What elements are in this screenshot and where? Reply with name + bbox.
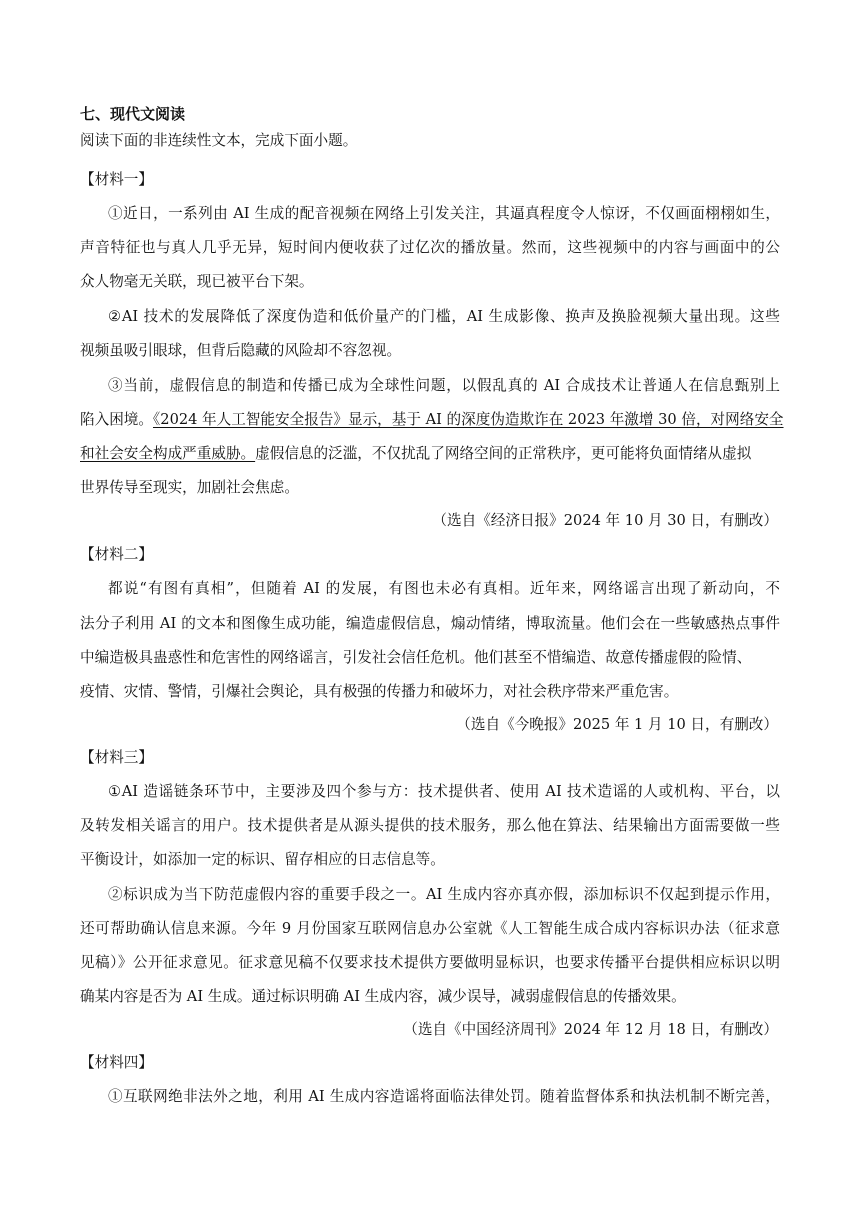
material-3-p2-line: 见稿）》公开征求意见。征求意见稿不仅要求技术提供方要做明显标识，也要求传播平台提供相应标识以明: [80, 954, 780, 971]
material-2-p1-line: 法分子利用 AI 的文本和图像生成功能，编造虚假信息，煽动情绪，博取流量。他们会在一些敏感热点事件: [80, 615, 780, 632]
material-2-source: （选自《今晚报》2025 年 1 月 10 日，有删改）: [456, 716, 778, 733]
material-3-p1-line: 及转发相关谣言的用户。技术提供者是从源头提供的技术服务，那么他在算法、结果输出方面需要做一些: [80, 817, 780, 834]
material-2-label: 【材料二】: [80, 546, 153, 563]
material-1-p3-text: 虚假信息的泛滥，不仅扰乱了网络空间的正常秩序，更可能将负面情绪从虚拟: [255, 445, 752, 462]
material-3-p1-line: 平衡设计，如添加一定的标识、留存相应的日志信息等。: [80, 851, 445, 868]
material-1-p1-line: ①近日，一系列由 AI 生成的配音视频在网络上引发关注，其逼真程度令人惊讶，不仅画面栩栩如生，: [108, 205, 780, 222]
material-1-p3-line: [80, 444, 780, 464]
material-2-p1-line: 疫情、灾情、警情，引爆社会舆论，具有极强的传播力和破坏力，对社会秩序带来严重危害。: [80, 683, 679, 700]
material-1-p3-line: ③当前，虚假信息的制造和传播已成为全球性问题，以假乱真的 AI 合成技术让普通人在信息甄别上: [108, 377, 780, 394]
material-4-p1-line: ①互联网绝非法外之地，利用 AI 生成内容造谣将面临法律处罚。随着监督体系和执法机制不断完善，: [108, 1088, 780, 1105]
material-1-p1-line: 声音特征也与真人几乎无异，短时间内便收获了过亿次的播放量。然而，这些视频中的内容与画面中的公: [80, 239, 780, 256]
material-3-source: （选自《中国经济周刊》2024 年 12 月 18 日，有删改）: [403, 1021, 778, 1038]
material-2-p1-line: 都说“有图有真相”，但随着 AI 的发展，有图也未必有真相。近年来，网络谣言出现了新动向，不: [108, 580, 780, 597]
material-2-p1-line: 中编造极具蛊惑性和危害性的网络谣言，引发社会信任危机。他们甚至不惜编造、故意传播虚假的险情、: [80, 649, 752, 666]
material-1-p2-line: ②AI 技术的发展降低了深度伪造和低价量产的门槛，AI 生成影像、换声及换脸视频大量出现。这些: [108, 308, 780, 325]
material-4-label: 【材料四】: [80, 1054, 153, 1071]
material-3-p2-line: 还可帮助确认信息来源。今年 9 月份国家互联网信息办公室就《人工智能生成合成内容标识办法（征求意: [80, 920, 780, 937]
material-1-p3-line: [80, 410, 784, 430]
material-1-p3-line: 世界传导至现实，加剧社会焦虑。: [80, 479, 299, 496]
material-3-p2-line: ②标识成为当下防范虚假内容的重要手段之一。AI 生成内容亦真亦假，添加标识不仅起到提示作用，: [108, 886, 780, 903]
section-title: 七、现代文阅读: [80, 105, 186, 123]
material-1-p2-line: 视频虽吸引眼球，但背后隐藏的风险却不容忽视。: [80, 342, 402, 359]
instructions: 阅读下面的非连续性文本，完成下面小题。: [80, 132, 358, 149]
material-1-label: 【材料一】: [80, 171, 153, 188]
underlined-sentence: 和社会安全构成严重威胁。: [80, 445, 256, 462]
material-3-p1-line: ①AI 造谣链条环节中，主要涉及四个参与方：技术提供者、使用 AI 技术造谣的人或机构、平台，以: [108, 783, 780, 800]
material-3-label: 【材料三】: [80, 749, 153, 766]
material-3-p2-line: 确某内容是否为 AI 生成。通过标识明确 AI 生成内容，减少误导，减弱虚假信息的传播效果。: [80, 988, 686, 1005]
material-1-p3-text: 陷入困境。: [80, 411, 153, 428]
underlined-sentence: 《2024 年人工智能安全报告》显示，基于 AI 的深度伪造欺诈在 2023 年激增 30 倍，对网络安全: [152, 411, 784, 428]
material-1-p1-line: 众人物毫无关联，现已被平台下架。: [80, 273, 314, 290]
material-1-source: （选自《经济日报》2024 年 10 月 30 日，有删改）: [432, 512, 778, 529]
